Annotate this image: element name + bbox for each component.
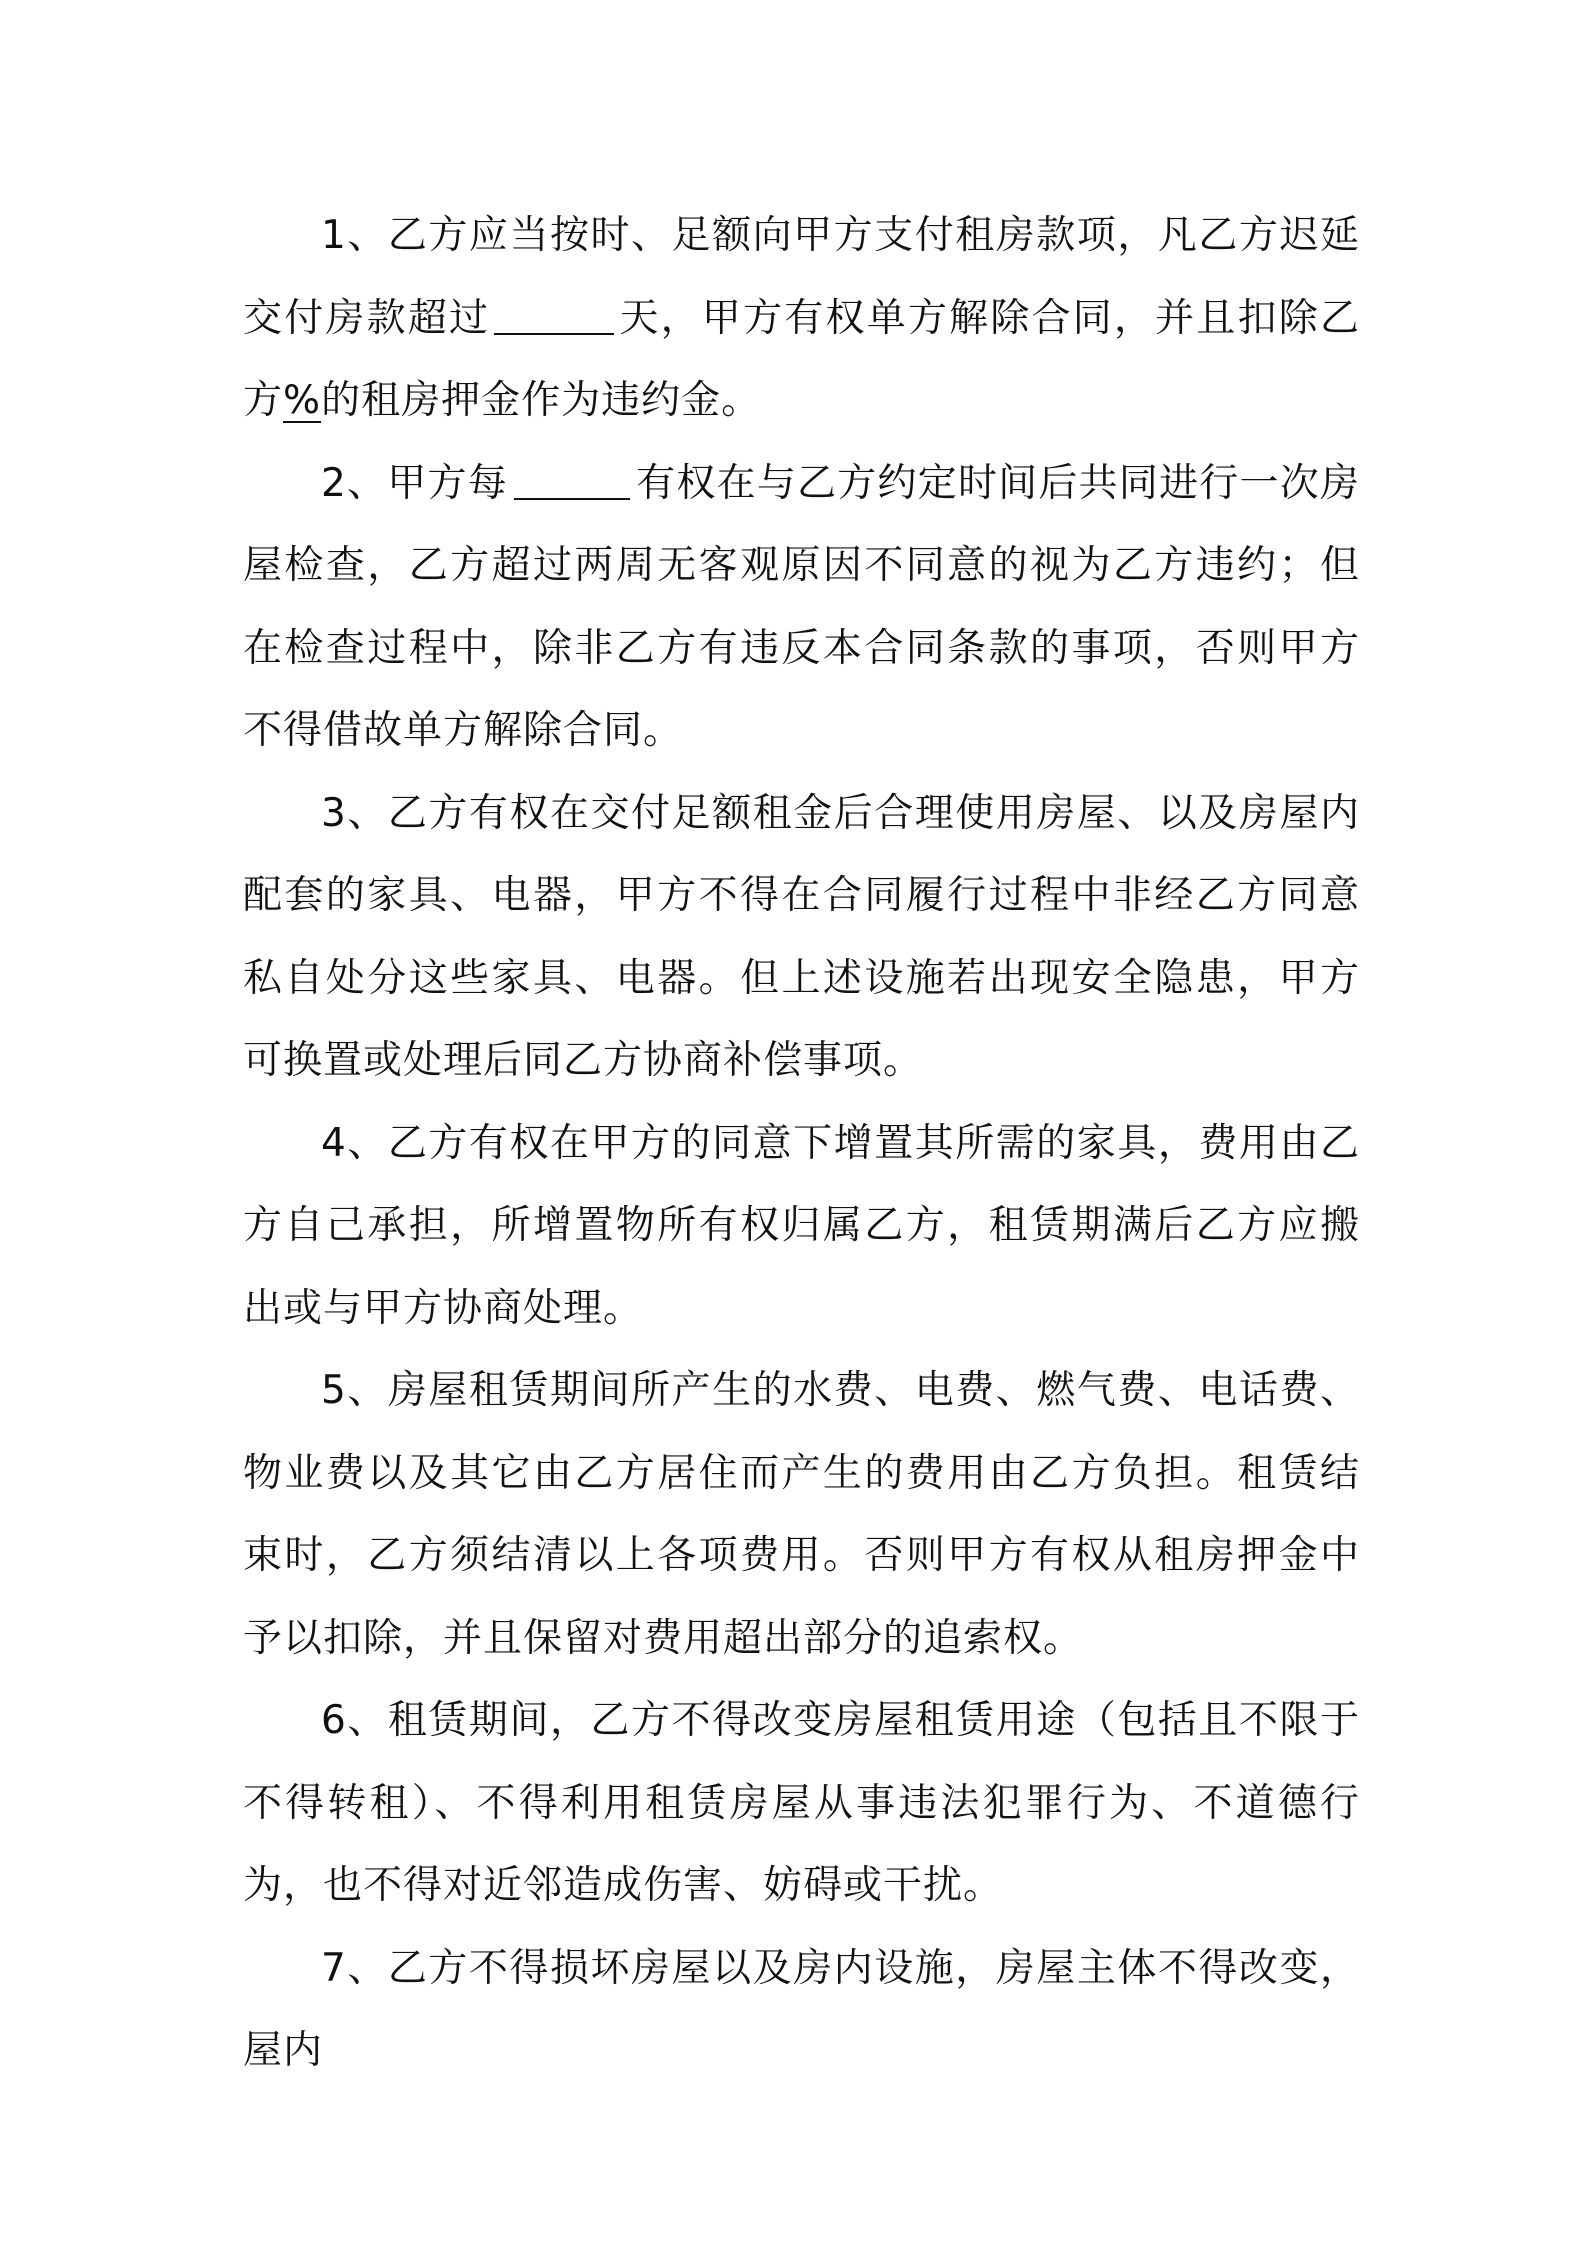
blank-period-field	[514, 460, 630, 500]
clause-3: 3、乙方有权在交付足额租金后合理使用房屋、以及房屋内配套的家具、电器，甲方不得在合同履行过程中非经乙方同意私自处分这些家具、电器。但上述设施若出现安全隐患，甲方可换置或处理后同乙方协商补偿事项。	[243, 790, 1360, 1083]
clause-1	[243, 195, 1360, 443]
clause-2-text-b: 有权在与乙方约定时间后共同进行一次房屋检查，乙方超过两周无客观原因不同意的视为乙方违约；但在检查过程中，除非乙方有违反本合同条款的事项，否则甲方不得借故单方解除合同。	[243, 460, 1360, 753]
clause-5: 5、房屋租赁期间所产生的水费、电费、燃气费、电话费、物业费以及其它由乙方居住而产生的费用由乙方负担。租赁结束时，乙方须结清以上各项费用。否则甲方有权从租房押金中予以扣除，并且保留对费用超出部分的追索权。	[243, 1368, 1360, 1661]
clause-6: 6、租赁期间，乙方不得改变房屋租赁用途（包括且不限于不得转租）、不得利用租赁房屋从事违法犯罪行为、不道德行为，也不得对近邻造成伤害、妨碍或干扰。	[243, 1698, 1360, 1908]
percent-blank-field: %	[283, 378, 322, 423]
document-body	[243, 195, 1360, 2093]
clause-2	[243, 443, 1360, 773]
clause-1-text-c: 的租房押金作为违约金。	[321, 378, 762, 423]
clause-7: 7、乙方不得损坏房屋以及房内设施，房屋主体不得改变，屋内	[243, 1945, 1360, 2073]
clause-2-text-a: 2、甲方每	[321, 460, 508, 506]
clause-1-text-a: 1、乙方应当按时、足额向甲方支付租房款项，凡乙方迟延交付房款超过	[243, 213, 1360, 341]
clause-1-text-b: 天，甲方有权单方解除合同，并且扣除乙方	[243, 295, 1360, 423]
blank-days-field	[494, 295, 614, 335]
clause-4: 4、乙方有权在甲方的同意下增置其所需的家具，费用由乙方自己承担，所增置物所有权归属乙方，租赁期满后乙方应搬出或与甲方协商处理。	[243, 1120, 1360, 1331]
